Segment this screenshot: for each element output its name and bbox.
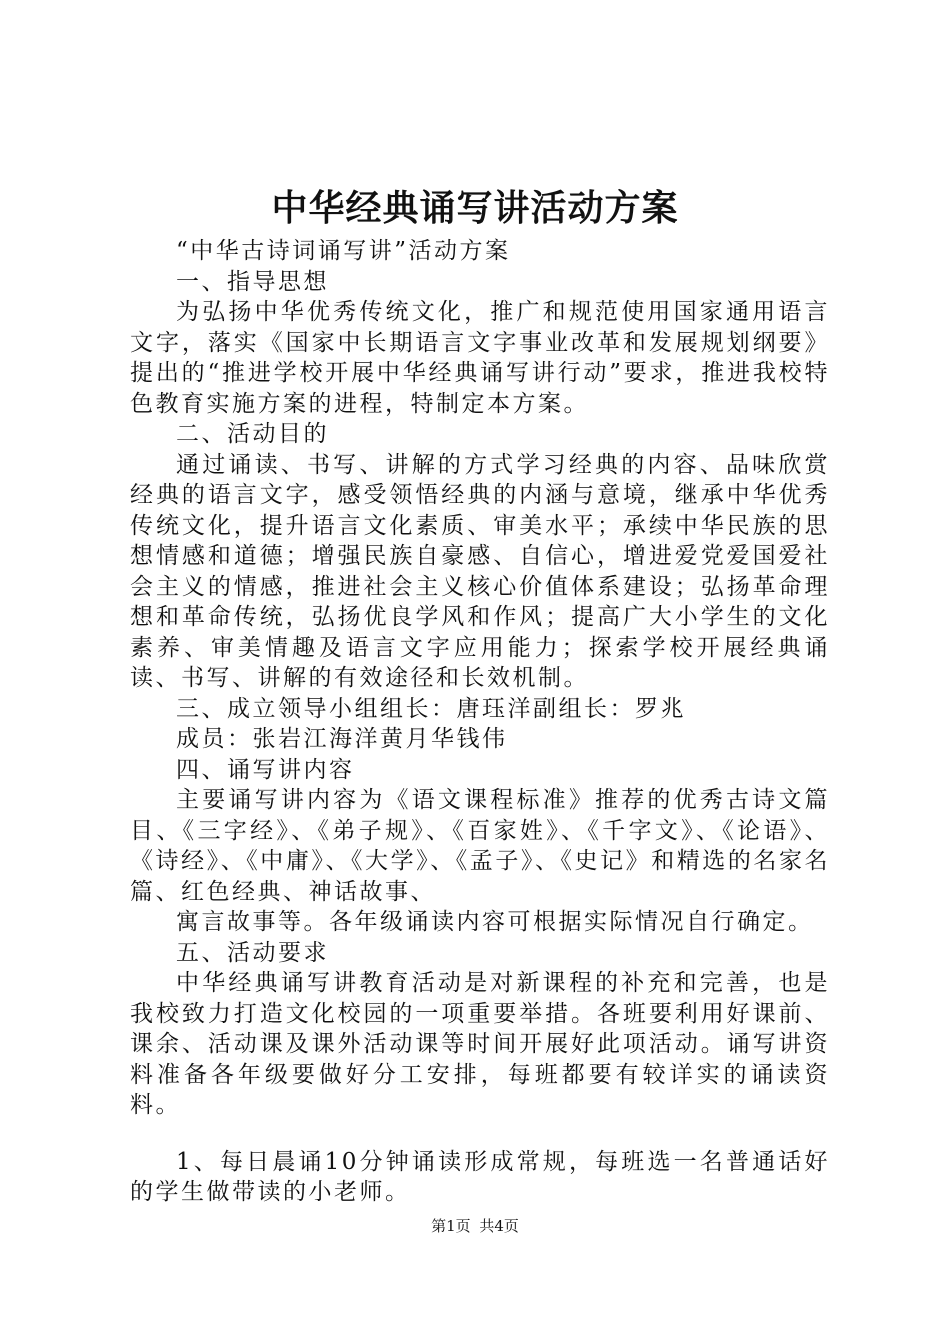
section-heading-guiding-ideology: 一、指导思想 [176,268,329,295]
page-footer [0,1216,950,1236]
section-heading-leadership-group: 三、成立领导小组组长：唐珏洋副组长：罗兆 [176,695,686,722]
page-total: 共4页 [479,1217,519,1235]
page-number: 第1页 [431,1217,471,1235]
plan-subtitle: “中华古诗词诵写讲”活动方案 [176,238,511,264]
paragraph-guiding-ideology: 为弘扬中华优秀传统文化，推广和规范使用国家通用语言文字，落实《国家中长期语言文字事业改革和发展规划纲要》提出的“推进学校开展中华经典诵写讲行动”要求，推进我校特色教育实施方案的进程，特制定本方案。 [130,299,830,417]
section-heading-content: 四、诵写讲内容 [176,756,355,783]
paragraph-members: 成员：张岩江海洋黄月华钱伟 [176,726,508,752]
document-body [130,236,830,1208]
paragraph-content-continued: 寓言故事等。各年级诵读内容可根据实际情况自行确定。 [176,909,814,935]
paragraph-activity-purpose: 通过诵读、书写、讲解的方式学习经典的内容、品味欣赏经典的语言文字，感受领悟经典的内涵与意境，继承中华优秀传统文化，提升语言文化素质、审美水平；承续中华民族的思想情感和道德；增强民族自豪感、自信心，增进爱党爱国爱社会主义的情感，推进社会主义核心价值体系建设；弘扬革命理想和革命传统，弘扬优良学风和作风；提高广大小学生的文化素养、审美情趣及语言文字应用能力；探索学校开展经典诵读、书写、讲解的有效途径和长效机制。 [130,451,830,691]
paragraph-content: 主要诵写讲内容为《语文课程标准》推荐的优秀古诗文篇目、《三字经》、《弟子规》、《百家姓》、《千字文》、《论语》、《诗经》、《中庸》、《大学》、《孟子》、《史记》和精选的名家名篇、红色经典、神话故事、 [130,787,830,905]
section-heading-activity-purpose: 二、活动目的 [176,421,329,447]
document-title: 中华经典诵写讲活动方案 [271,187,679,229]
paragraph-requirements: 中华经典诵写讲教育活动是对新课程的补充和完善，也是我校致力打造文化校园的一项重要举措。各班要利用好课前、课余、活动课及课外活动课等时间开展好此项活动。诵写讲资料准备各年级要做好分工安排，每班都要有较详实的诵读资料。 [130,970,830,1118]
paragraph-morning-reading: 1、每日晨诵10分钟诵读形成常规，每班选一名普通话好的学生做带读的小老师。 [130,1148,830,1205]
section-heading-requirements: 五、活动要求 [176,939,329,966]
